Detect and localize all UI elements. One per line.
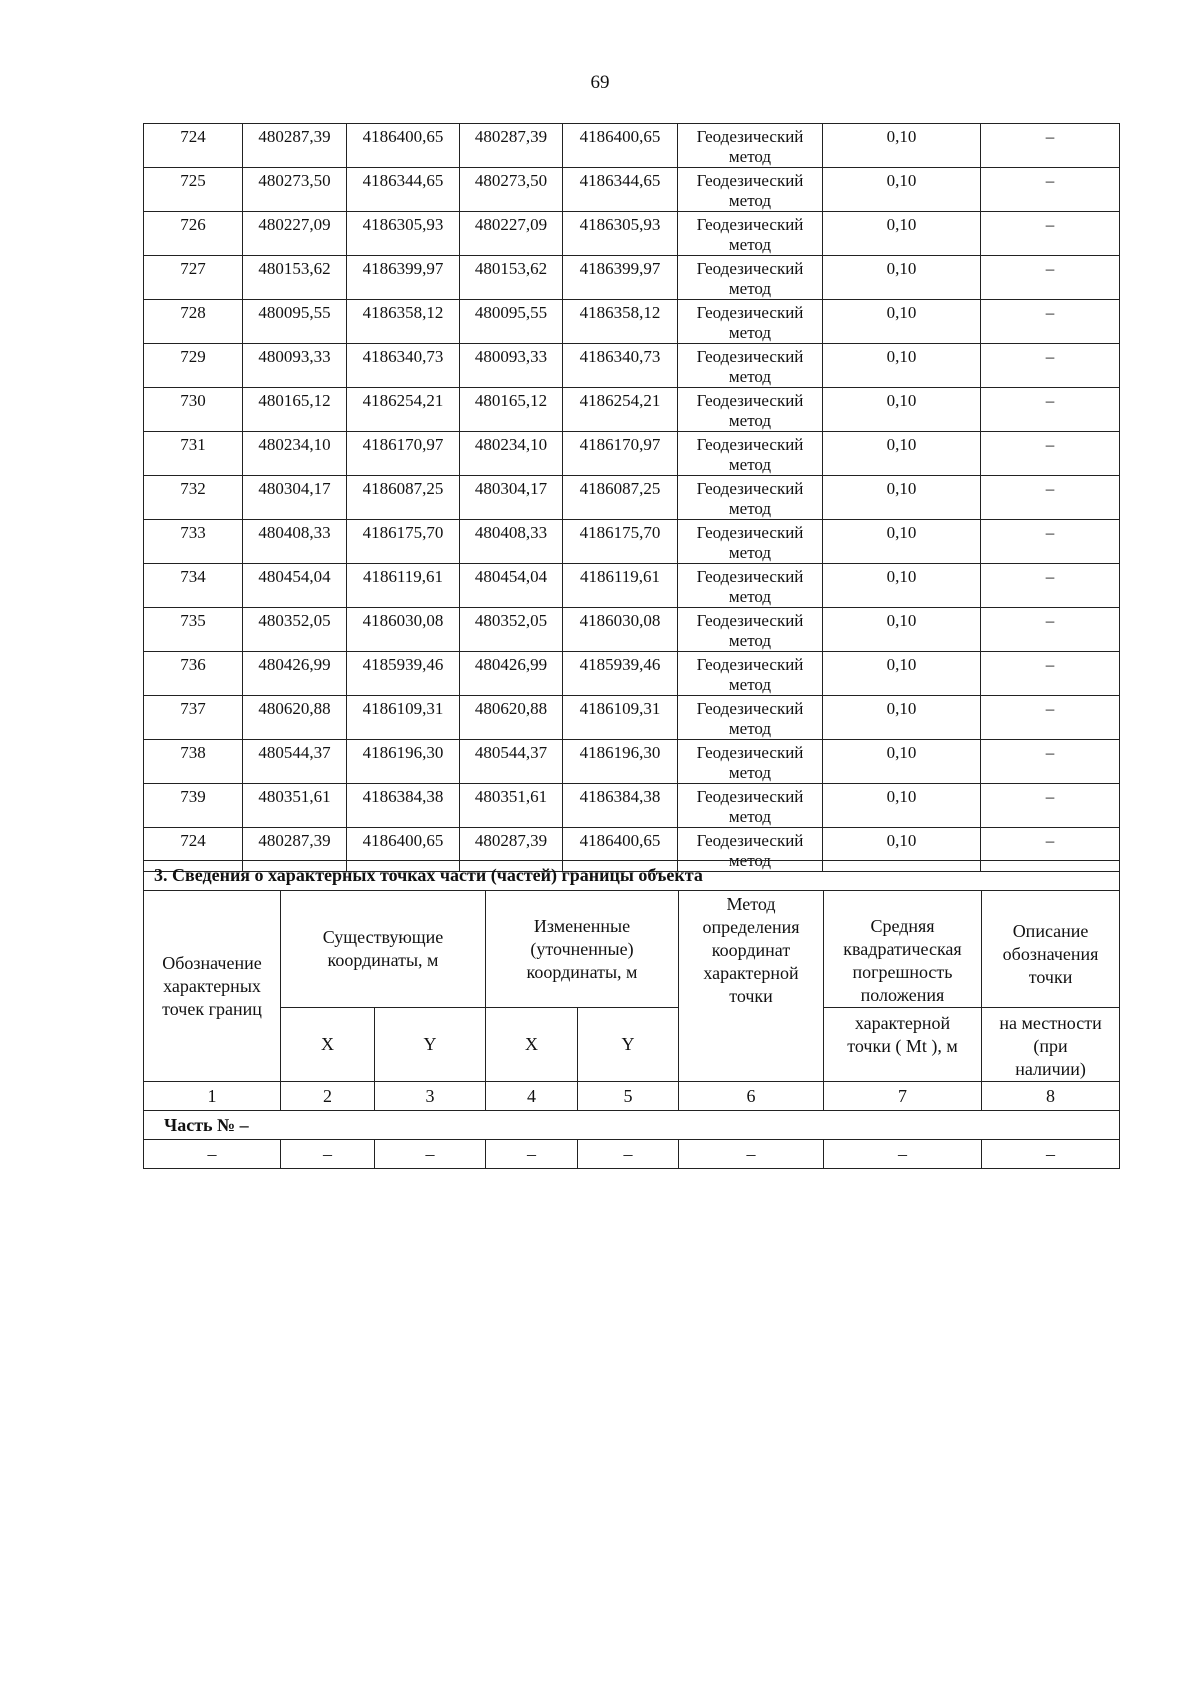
cell-point-number: 739 — [144, 784, 243, 828]
table-row — [144, 344, 1120, 388]
cell-changed-x: 480351,61 — [460, 784, 563, 828]
column-number: 7 — [824, 1082, 982, 1111]
cell-existing-y: 4186340,73 — [347, 344, 460, 388]
cell-method — [678, 432, 823, 476]
cell-method — [678, 564, 823, 608]
cell-method — [678, 652, 823, 696]
table-row — [144, 564, 1120, 608]
cell-method-line: Геодезический — [696, 655, 804, 674]
cell-changed-x: 480153,62 — [460, 256, 563, 300]
header-line: определения — [702, 917, 800, 937]
empty-cell: – — [375, 1140, 486, 1169]
cell-description: – — [981, 740, 1120, 784]
cell-description: – — [981, 520, 1120, 564]
cell-changed-y: 4186196,30 — [563, 740, 678, 784]
header-line: Метод — [726, 894, 776, 914]
cell-point-number: 728 — [144, 300, 243, 344]
table-row — [144, 476, 1120, 520]
section-title: 3. Сведения о характерных точках части (частей) границы объекта — [144, 861, 1120, 891]
cell-description: – — [981, 344, 1120, 388]
cell-changed-y: 4186305,93 — [563, 212, 678, 256]
header-existing-x: X — [281, 1008, 375, 1082]
header-line: Описание — [1012, 920, 1089, 941]
cell-method-line: метод — [728, 587, 772, 606]
cell-method-line: Геодезический — [696, 479, 804, 498]
cell-existing-y: 4186400,65 — [347, 828, 460, 872]
cell-method-line: метод — [728, 675, 772, 694]
cell-error: 0,10 — [823, 784, 981, 828]
cell-method-line: метод — [728, 279, 772, 298]
cell-existing-y: 4186109,31 — [347, 696, 460, 740]
cell-description: – — [981, 784, 1120, 828]
cell-point-number: 724 — [144, 828, 243, 872]
cell-method-line: метод — [728, 851, 772, 870]
cell-changed-y: 4186358,12 — [563, 300, 678, 344]
cell-changed-y: 4186254,21 — [563, 388, 678, 432]
column-number: 4 — [486, 1082, 578, 1111]
cell-method-line: метод — [728, 719, 772, 738]
cell-existing-x: 480454,04 — [243, 564, 347, 608]
cell-error: 0,10 — [823, 168, 981, 212]
header-line: Существующие — [322, 927, 444, 947]
header-line: координат — [711, 940, 791, 960]
cell-error: 0,10 — [823, 432, 981, 476]
cell-changed-x: 480454,04 — [460, 564, 563, 608]
table-row — [144, 168, 1120, 212]
cell-method — [678, 124, 823, 168]
part-points-table — [143, 860, 1120, 1169]
table-row — [144, 652, 1120, 696]
table-row — [144, 124, 1120, 168]
cell-existing-y: 4186384,38 — [347, 784, 460, 828]
cell-description: – — [981, 168, 1120, 212]
cell-method-line: метод — [728, 763, 772, 782]
cell-method-line: метод — [728, 543, 772, 562]
column-number: 1 — [144, 1082, 281, 1111]
table-row — [144, 256, 1120, 300]
cell-existing-x: 480351,61 — [243, 784, 347, 828]
cell-method-line: метод — [728, 411, 772, 430]
cell-method-line: Геодезический — [696, 303, 804, 322]
cell-description: – — [981, 696, 1120, 740]
header-method — [679, 891, 824, 1082]
cell-changed-y: 4186109,31 — [563, 696, 678, 740]
cell-point-number: 738 — [144, 740, 243, 784]
cell-point-number: 735 — [144, 608, 243, 652]
cell-changed-y: 4185939,46 — [563, 652, 678, 696]
cell-existing-x: 480095,55 — [243, 300, 347, 344]
cell-existing-x: 480287,39 — [243, 124, 347, 168]
table-row — [144, 388, 1120, 432]
cell-changed-x: 480426,99 — [460, 652, 563, 696]
cell-method-line: Геодезический — [696, 259, 804, 278]
cell-description: – — [981, 828, 1120, 872]
cell-point-number: 734 — [144, 564, 243, 608]
cell-method-line: метод — [728, 191, 772, 210]
cell-method-line: Геодезический — [696, 171, 804, 190]
cell-existing-y: 4186087,25 — [347, 476, 460, 520]
cell-method-line: Геодезический — [696, 699, 804, 718]
table-row — [144, 300, 1120, 344]
column-number: 5 — [578, 1082, 679, 1111]
header-line: обозначения — [1002, 943, 1099, 964]
cell-method — [678, 300, 823, 344]
column-number: 2 — [281, 1082, 375, 1111]
empty-cell: – — [824, 1140, 982, 1169]
header-line: точки ( Mt ), м — [847, 1036, 958, 1056]
header-changed-x: X — [486, 1008, 578, 1082]
cell-existing-x: 480165,12 — [243, 388, 347, 432]
cell-existing-x: 480304,17 — [243, 476, 347, 520]
cell-existing-x: 480227,09 — [243, 212, 347, 256]
header-line: наличии) — [1015, 1059, 1086, 1079]
cell-changed-y: 4186400,65 — [563, 828, 678, 872]
cell-method — [678, 696, 823, 740]
cell-method — [678, 784, 823, 828]
cell-error: 0,10 — [823, 696, 981, 740]
table-row — [144, 784, 1120, 828]
cell-description: – — [981, 256, 1120, 300]
empty-cell: – — [486, 1140, 578, 1169]
column-number: 3 — [375, 1082, 486, 1111]
cell-existing-x: 480093,33 — [243, 344, 347, 388]
column-numbers-row — [144, 1082, 1120, 1111]
table-row — [144, 212, 1120, 256]
cell-error: 0,10 — [823, 124, 981, 168]
cell-method — [678, 520, 823, 564]
cell-changed-x: 480095,55 — [460, 300, 563, 344]
cell-existing-y: 4186030,08 — [347, 608, 460, 652]
cell-existing-x: 480153,62 — [243, 256, 347, 300]
header-line: Измененные — [533, 915, 631, 936]
cell-error: 0,10 — [823, 564, 981, 608]
cell-existing-y: 4186399,97 — [347, 256, 460, 300]
cell-existing-y: 4186170,97 — [347, 432, 460, 476]
header-line: характерной — [854, 1013, 951, 1033]
coordinates-table — [143, 123, 1120, 872]
column-number: 6 — [679, 1082, 824, 1111]
header-description-bottom — [982, 1008, 1120, 1082]
cell-changed-y: 4186175,70 — [563, 520, 678, 564]
cell-point-number: 729 — [144, 344, 243, 388]
cell-point-number: 733 — [144, 520, 243, 564]
cell-method-line: метод — [728, 631, 772, 650]
cell-existing-y: 4186305,93 — [347, 212, 460, 256]
cell-existing-x: 480287,39 — [243, 828, 347, 872]
cell-point-number: 736 — [144, 652, 243, 696]
cell-method-line: Геодезический — [696, 127, 804, 146]
header-error-top — [824, 891, 982, 1008]
cell-error: 0,10 — [823, 212, 981, 256]
header-line: (при — [1033, 1036, 1068, 1056]
cell-point-number: 726 — [144, 212, 243, 256]
cell-method-line: метод — [728, 323, 772, 342]
cell-existing-y: 4186175,70 — [347, 520, 460, 564]
cell-existing-y: 4186119,61 — [347, 564, 460, 608]
cell-changed-x: 480227,09 — [460, 212, 563, 256]
cell-existing-y: 4186196,30 — [347, 740, 460, 784]
cell-error: 0,10 — [823, 652, 981, 696]
cell-existing-x: 480273,50 — [243, 168, 347, 212]
cell-description: – — [981, 432, 1120, 476]
table-row — [144, 520, 1120, 564]
cell-description: – — [981, 124, 1120, 168]
cell-method-line: Геодезический — [696, 215, 804, 234]
header-existing-y: Y — [375, 1008, 486, 1082]
cell-changed-x: 480544,37 — [460, 740, 563, 784]
table-row — [144, 432, 1120, 476]
cell-existing-x: 480426,99 — [243, 652, 347, 696]
header-description-top — [982, 891, 1120, 1008]
cell-point-number: 731 — [144, 432, 243, 476]
cell-changed-y: 4186400,65 — [563, 124, 678, 168]
cell-changed-x: 480093,33 — [460, 344, 563, 388]
header-existing-coordinates — [281, 891, 486, 1008]
header-line: характерных — [163, 975, 261, 996]
header-line: погрешность — [852, 962, 953, 982]
header-line: точки — [1028, 966, 1073, 987]
cell-existing-x: 480408,33 — [243, 520, 347, 564]
header-line: Средняя — [870, 916, 935, 936]
cell-method — [678, 212, 823, 256]
cell-changed-y: 4186399,97 — [563, 256, 678, 300]
cell-method-line: метод — [728, 147, 772, 166]
cell-method-line: метод — [728, 235, 772, 254]
cell-existing-y: 4186254,21 — [347, 388, 460, 432]
cell-changed-y: 4186344,65 — [563, 168, 678, 212]
cell-method — [678, 344, 823, 388]
header-line: точки — [729, 986, 773, 1006]
page-number: 69 — [590, 72, 610, 93]
cell-point-number: 737 — [144, 696, 243, 740]
part-label: Часть № – — [144, 1111, 1120, 1140]
cell-method — [678, 608, 823, 652]
cell-changed-x: 480620,88 — [460, 696, 563, 740]
header-line: Обозначение — [162, 952, 262, 973]
header-changed-y: Y — [578, 1008, 679, 1082]
cell-existing-y: 4186400,65 — [347, 124, 460, 168]
table-row — [144, 696, 1120, 740]
cell-changed-x: 480273,50 — [460, 168, 563, 212]
cell-description: – — [981, 300, 1120, 344]
cell-error: 0,10 — [823, 300, 981, 344]
cell-existing-y: 4186344,65 — [347, 168, 460, 212]
cell-existing-x: 480544,37 — [243, 740, 347, 784]
cell-error: 0,10 — [823, 608, 981, 652]
header-error-bottom — [824, 1008, 982, 1082]
cell-description: – — [981, 564, 1120, 608]
cell-point-number: 732 — [144, 476, 243, 520]
empty-cell: – — [679, 1140, 824, 1169]
cell-error: 0,10 — [823, 740, 981, 784]
cell-error: 0,10 — [823, 256, 981, 300]
cell-method-line: Геодезический — [696, 787, 804, 806]
empty-cell: – — [281, 1140, 375, 1169]
cell-error: 0,10 — [823, 388, 981, 432]
cell-existing-x: 480352,05 — [243, 608, 347, 652]
cell-changed-x: 480304,17 — [460, 476, 563, 520]
header-line: координаты, м — [327, 950, 439, 970]
cell-method-line: метод — [728, 499, 772, 518]
cell-method-line: Геодезический — [696, 831, 804, 850]
empty-data-row — [144, 1140, 1120, 1169]
cell-description: – — [981, 388, 1120, 432]
cell-point-number: 730 — [144, 388, 243, 432]
cell-method-line: метод — [728, 807, 772, 826]
cell-method-line: Геодезический — [696, 435, 804, 454]
cell-description: – — [981, 476, 1120, 520]
header-changed-coordinates — [486, 891, 679, 1008]
cell-method-line: Геодезический — [696, 523, 804, 542]
cell-changed-x: 480165,12 — [460, 388, 563, 432]
cell-changed-x: 480408,33 — [460, 520, 563, 564]
cell-method — [678, 740, 823, 784]
cell-method — [678, 388, 823, 432]
cell-changed-x: 480287,39 — [460, 828, 563, 872]
table-row — [144, 608, 1120, 652]
cell-changed-x: 480234,10 — [460, 432, 563, 476]
cell-changed-y: 4186087,25 — [563, 476, 678, 520]
empty-cell: – — [578, 1140, 679, 1169]
cell-existing-x: 480620,88 — [243, 696, 347, 740]
cell-method-line: метод — [728, 367, 772, 386]
cell-point-number: 724 — [144, 124, 243, 168]
cell-method-line: Геодезический — [696, 391, 804, 410]
cell-existing-y: 4185939,46 — [347, 652, 460, 696]
cell-method-line: Геодезический — [696, 567, 804, 586]
header-line: характерной — [703, 963, 799, 983]
cell-point-number: 727 — [144, 256, 243, 300]
cell-error: 0,10 — [823, 476, 981, 520]
header-line: положения — [860, 985, 945, 1005]
cell-method-line: метод — [728, 455, 772, 474]
cell-changed-y: 4186119,61 — [563, 564, 678, 608]
column-number: 8 — [982, 1082, 1120, 1111]
header-line: на местности — [999, 1013, 1102, 1033]
cell-description: – — [981, 212, 1120, 256]
cell-description: – — [981, 652, 1120, 696]
cell-method-line: Геодезический — [696, 743, 804, 762]
header-point-designation — [144, 891, 281, 1082]
cell-method-line: Геодезический — [696, 347, 804, 366]
cell-description: – — [981, 608, 1120, 652]
cell-method — [678, 256, 823, 300]
cell-method-line: Геодезический — [696, 611, 804, 630]
empty-cell: – — [982, 1140, 1120, 1169]
cell-changed-x: 480287,39 — [460, 124, 563, 168]
header-line: координаты, м — [526, 961, 638, 982]
cell-method — [678, 476, 823, 520]
header-line: (уточненные) — [530, 938, 634, 959]
empty-cell: – — [144, 1140, 281, 1169]
cell-existing-x: 480234,10 — [243, 432, 347, 476]
header-line: квадратическая — [843, 939, 962, 959]
cell-changed-y: 4186170,97 — [563, 432, 678, 476]
cell-changed-y: 4186384,38 — [563, 784, 678, 828]
cell-error: 0,10 — [823, 344, 981, 388]
table-row — [144, 740, 1120, 784]
cell-method — [678, 168, 823, 212]
cell-existing-y: 4186358,12 — [347, 300, 460, 344]
cell-changed-x: 480352,05 — [460, 608, 563, 652]
header-line: точек границ — [162, 998, 262, 1019]
cell-changed-y: 4186340,73 — [563, 344, 678, 388]
cell-changed-y: 4186030,08 — [563, 608, 678, 652]
cell-error: 0,10 — [823, 828, 981, 872]
cell-point-number: 725 — [144, 168, 243, 212]
cell-error: 0,10 — [823, 520, 981, 564]
